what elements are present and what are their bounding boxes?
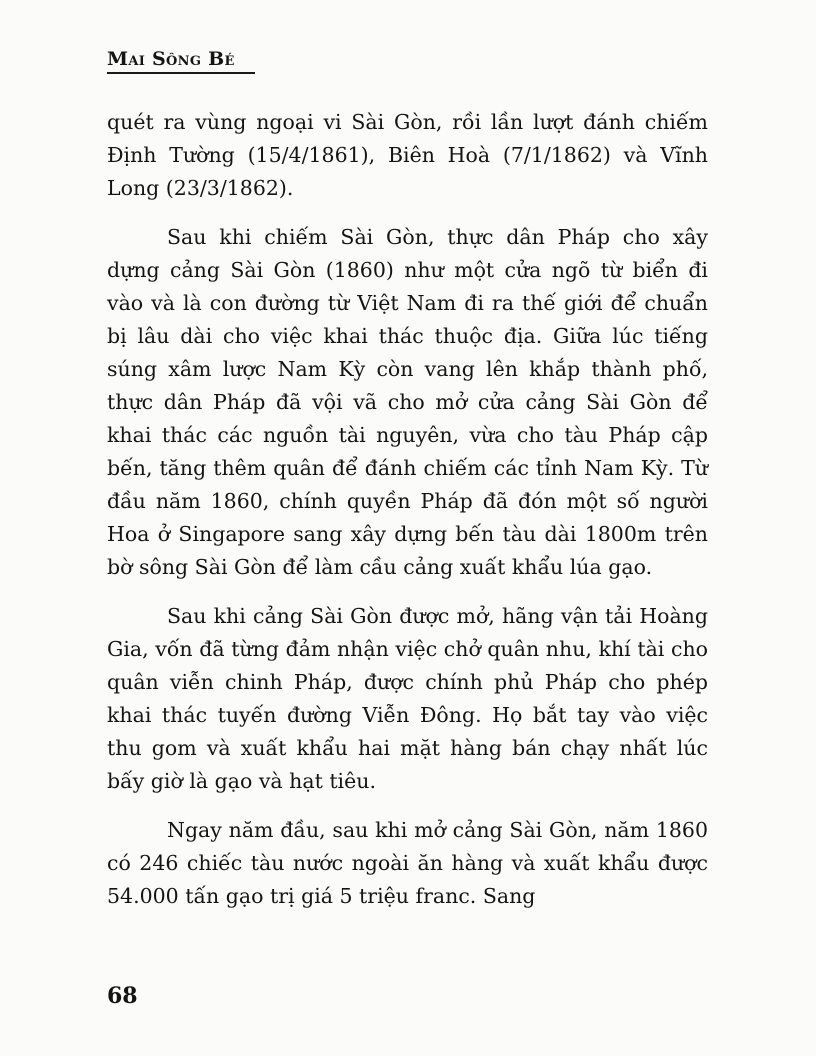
header-rule — [107, 72, 255, 74]
paragraph: Sau khi chiếm Sài Gòn, thực dân Pháp cho xây dựng cảng Sài Gòn (1860) như một cửa ngõ từ biển đi vào và là con đường từ Việt Nam đi ra thế giới để chuẩn bị lâu dài cho việc khai thác thuộc địa. Giữa lúc tiếng súng xâm lược Nam Kỳ còn vang lên khắp thành phố, thực dân Pháp đã vội vã cho mở cửa cảng Sài Gòn để khai thác các nguồn tài nguyên, vừa cho tàu Pháp cập bến, tăng thêm quân để đánh chiếm các tỉnh Nam Kỳ. Từ đầu năm 1860, chính quyền Pháp đã đón một số người Hoa ở Singapore sang xây dựng bến tàu dài 1800m trên bờ sông Sài Gòn để làm cầu cảng xuất khẩu lúa gạo. — [107, 225, 708, 579]
paragraph-continued: quét ra vùng ngoại vi Sài Gòn, rồi lần lượt đánh chiếm Định Tường (15/4/1861), Biên Hoà (7/1/1862) và Vĩnh Long (23/3/1862). — [107, 110, 708, 200]
paragraph: Ngay năm đầu, sau khi mở cảng Sài Gòn, năm 1860 có 246 chiếc tàu nước ngoài ăn hàng và xuất khẩu được 54.000 tấn gạo trị giá 5 triệu franc. Sang — [107, 818, 708, 908]
body-text — [107, 106, 708, 913]
paragraph: Sau khi cảng Sài Gòn được mở, hãng vận tải Hoàng Gia, vốn đã từng đảm nhận việc chở quân nhu, khí tài cho quân viễn chinh Pháp, được chính phủ Pháp cho phép khai thác tuyến đường Viễn Đông. Họ bắt tay vào việc thu gom và xuất khẩu hai mặt hàng bán chạy nhất lúc bấy giờ là gạo và hạt tiêu. — [107, 604, 708, 793]
running-header — [107, 48, 235, 70]
page-number: 68 — [107, 983, 138, 1009]
running-header-title: Mai Sông Bé — [107, 48, 235, 70]
